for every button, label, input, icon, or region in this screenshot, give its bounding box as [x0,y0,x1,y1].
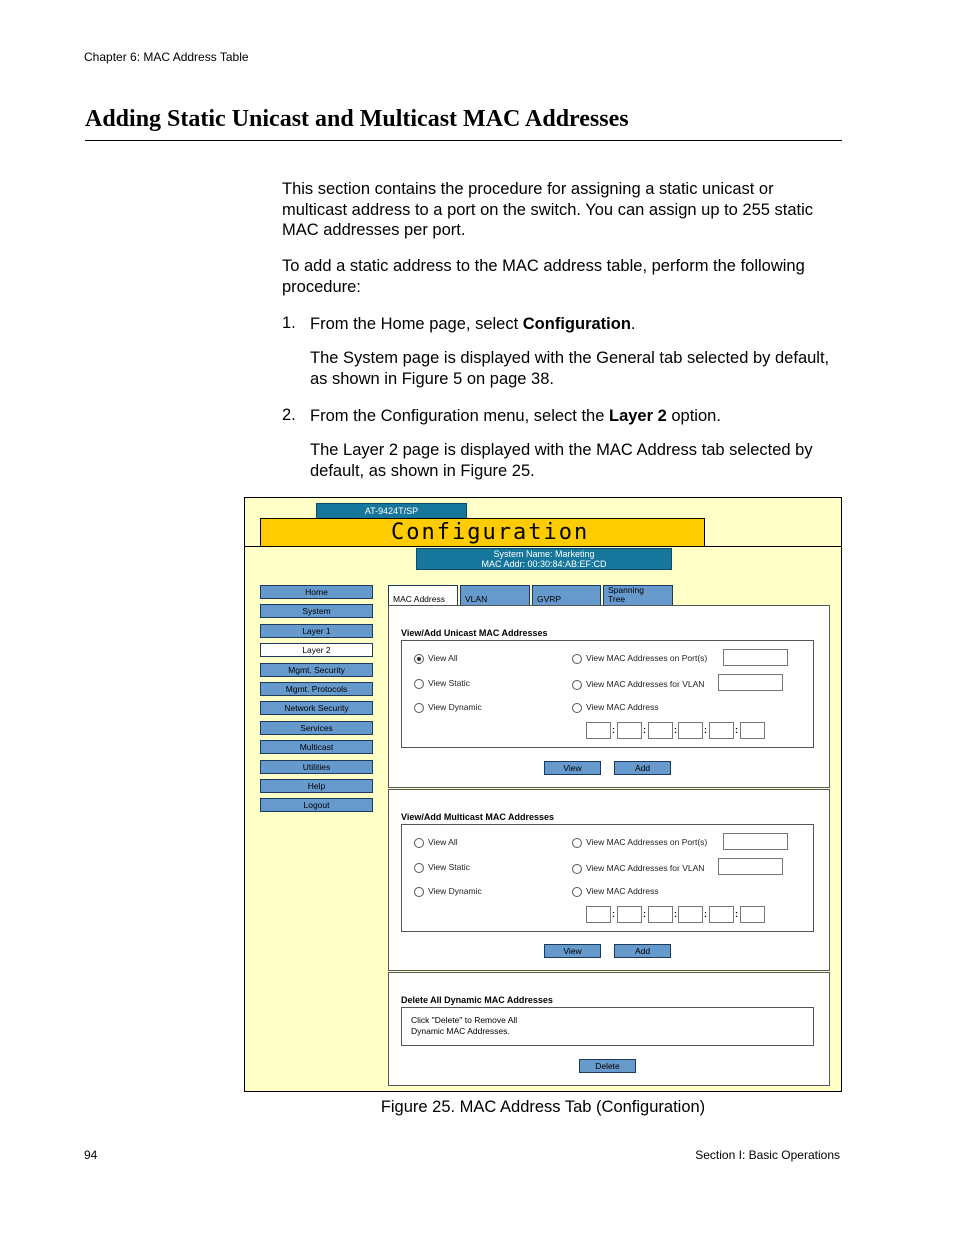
chapter-header: Chapter 6: MAC Address Table [84,50,249,64]
menu-multicast[interactable]: Multicast [260,740,373,754]
unicast-view-by-vlan[interactable]: View MAC Addresses for VLAN [572,679,704,690]
menu-system[interactable]: System [260,604,373,618]
multicast-view-dynamic[interactable]: View Dynamic [414,886,482,897]
step-2-text: From the Configuration menu, select the Layer 2 option. [310,407,721,425]
colon: : [735,909,738,919]
colon: : [674,909,677,919]
system-name: System Name: Marketing [493,549,595,559]
multicast-heading: View/Add Multicast MAC Addresses [401,812,555,822]
colon: : [704,725,707,735]
model-bar: AT-9424T/SP [316,503,467,519]
delete-note: Click "Delete" to Remove All Dynamic MAC Addresses. [411,1015,518,1036]
colon: : [612,909,615,919]
page-number: 94 [84,1148,98,1162]
multicast-options-box [401,824,814,932]
banner-title: Configuration [391,520,590,545]
radio-icon[interactable] [572,838,582,848]
multicast-panel [388,789,830,971]
step-1-result: The System page is displayed with the General tab selected by default, as shown in Figure 5 on page 38. [310,349,830,388]
unicast-heading: View/Add Unicast MAC Addresses [401,628,548,638]
unicast-add-button[interactable]: Add [614,761,671,775]
unicast-mac-octet-5[interactable] [709,722,734,739]
multicast-mac-octet-1[interactable] [586,906,611,923]
radio-icon[interactable] [414,887,424,897]
unicast-vlan-input[interactable] [718,674,783,691]
menu-utilities[interactable]: Utilities [260,760,373,774]
multicast-mac-octet-4[interactable] [678,906,703,923]
unicast-ports-input[interactable] [723,649,788,666]
unicast-mac-octet-4[interactable] [678,722,703,739]
multicast-view-button[interactable]: View [544,944,601,958]
unicast-view-by-mac[interactable]: View MAC Address [572,702,659,713]
colon: : [643,725,646,735]
multicast-mac-octet-2[interactable] [617,906,642,923]
menu-layer-2[interactable]: Layer 2 [260,643,373,657]
multicast-add-button[interactable]: Add [614,944,671,958]
unicast-panel [388,605,830,788]
colon: : [735,725,738,735]
radio-icon[interactable] [414,863,424,873]
delete-button[interactable]: Delete [579,1059,636,1073]
tab-vlan[interactable]: VLAN [460,585,530,606]
radio-icon[interactable] [572,654,582,664]
radio-icon[interactable] [572,703,582,713]
title-rule [85,140,842,141]
colon: : [674,725,677,735]
procedure-paragraph: To add a static address to the MAC address table, perform the following procedure: [282,257,805,296]
menu-network-security[interactable]: Network Security [260,701,373,715]
radio-icon[interactable] [414,838,424,848]
menu-mgmt-protocols[interactable]: Mgmt. Protocols [260,682,373,696]
step-1-text: From the Home page, select Configuration. [310,315,636,333]
configuration-banner [260,518,705,547]
unicast-view-static[interactable]: View Static [414,678,470,689]
figure-mac-address-tab [244,497,842,1092]
unicast-view-button[interactable]: View [544,761,601,775]
section-footer: Section I: Basic Operations [695,1148,840,1162]
multicast-mac-octet-3[interactable] [648,906,673,923]
radio-icon[interactable] [572,864,582,874]
multicast-mac-octet-6[interactable] [740,906,765,923]
unicast-view-by-ports[interactable]: View MAC Addresses on Port(s) [572,653,707,664]
delete-note-box [401,1007,814,1046]
tab-gvrp[interactable]: GVRP [532,585,601,606]
multicast-view-by-mac[interactable]: View MAC Address [572,886,659,897]
delete-panel [388,972,830,1086]
step-2-result: The Layer 2 page is displayed with the MAC Address tab selected by default, as shown in Figure 25. [310,441,813,480]
multicast-view-by-vlan[interactable]: View MAC Addresses for VLAN [572,863,704,874]
step-2-number: 2. [282,406,296,424]
radio-icon[interactable] [572,680,582,690]
figure-caption: Figure 25. MAC Address Tab (Configuration) [380,1098,706,1116]
menu-mgmt-security[interactable]: Mgmt. Security [260,663,373,677]
radio-icon[interactable] [414,654,424,664]
unicast-mac-octet-1[interactable] [586,722,611,739]
radio-icon[interactable] [414,703,424,713]
colon: : [643,909,646,919]
section-title: Adding Static Unicast and Multicast MAC Addresses [85,106,629,132]
unicast-mac-octet-2[interactable] [617,722,642,739]
tab-mac-address[interactable]: MAC Address [388,585,458,606]
colon: : [612,725,615,735]
unicast-view-all[interactable]: View All [414,653,458,664]
menu-services[interactable]: Services [260,721,373,735]
step-1-number: 1. [282,314,296,332]
colon: : [704,909,707,919]
radio-icon[interactable] [414,679,424,689]
menu-help[interactable]: Help [260,779,373,793]
unicast-mac-octet-3[interactable] [648,722,673,739]
multicast-view-by-ports[interactable]: View MAC Addresses on Port(s) [572,837,707,848]
unicast-options-box [401,640,814,748]
intro-paragraph: This section contains the procedure for assigning a static unicast or multicast address to a port on the switch. You can assign up to 255 static MAC addresses per port. [282,180,814,239]
unicast-view-dynamic[interactable]: View Dynamic [414,702,482,713]
radio-icon[interactable] [572,887,582,897]
multicast-ports-input[interactable] [723,833,788,850]
menu-home[interactable]: Home [260,585,373,599]
multicast-view-static[interactable]: View Static [414,862,470,873]
multicast-view-all[interactable]: View All [414,837,458,848]
multicast-mac-octet-5[interactable] [709,906,734,923]
tab-spanning-tree[interactable]: Spanning Tree [603,585,673,606]
multicast-vlan-input[interactable] [718,858,783,875]
mac-addr: MAC Addr: 00:30:84:AB:EF:CD [481,559,607,569]
banner-divider [245,546,841,547]
unicast-mac-octet-6[interactable] [740,722,765,739]
delete-heading: Delete All Dynamic MAC Addresses [401,995,553,1005]
menu-logout[interactable]: Logout [260,798,373,812]
system-info-bar [416,548,672,570]
menu-layer-1[interactable]: Layer 1 [260,624,373,638]
